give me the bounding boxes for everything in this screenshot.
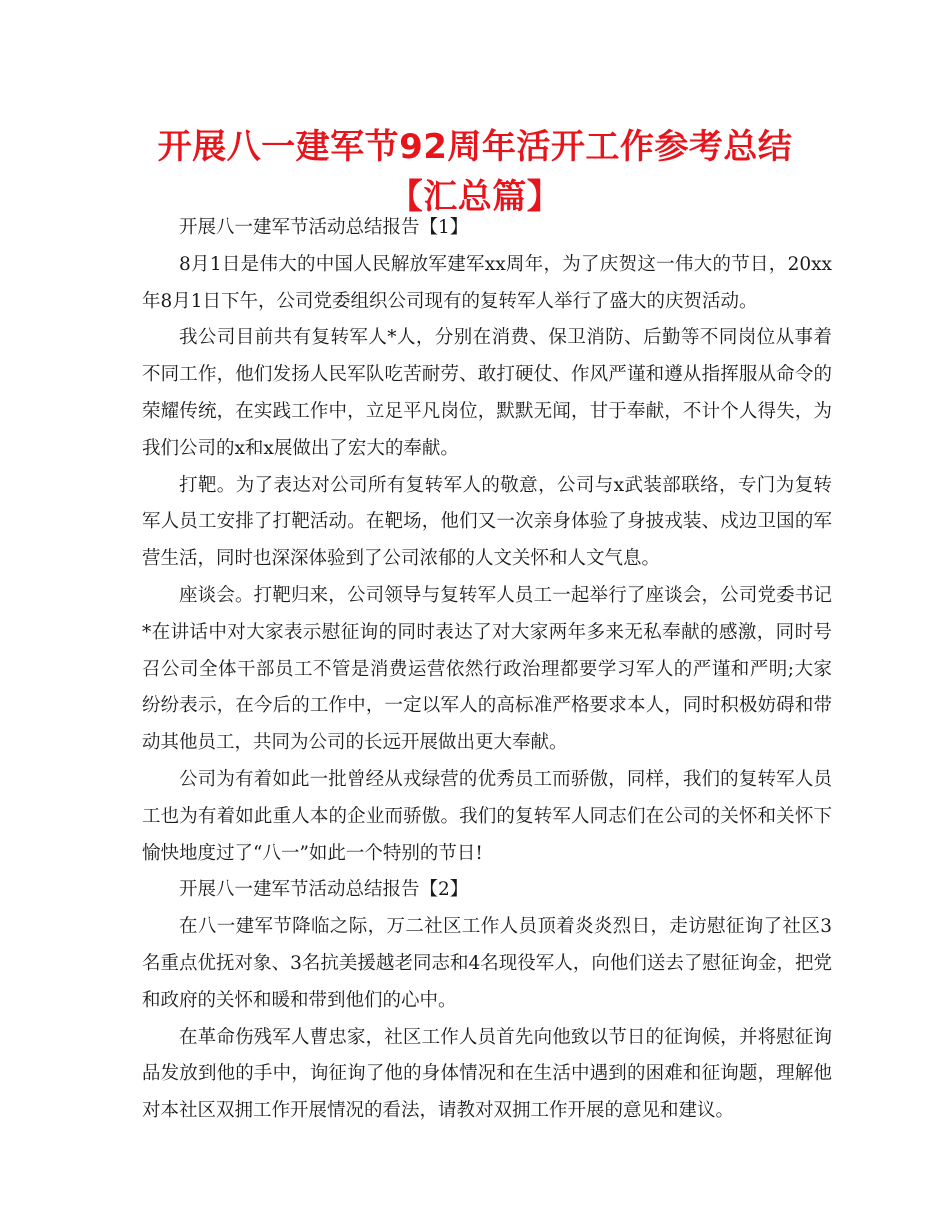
paragraph: 在八一建军节降临之际，万二社区工作人员顶着炎炎烈日，走访慰征询了社区3名重点优抚对象、3名抗美援越老同志和4名现役军人，向他们送去了慰征询金，把党和政府的关怀和暖和带到他们的心中。 <box>142 916 832 1011</box>
paragraph: 8月1日是伟大的中国人民解放军建军xx周年，为了庆贺这一伟大的节日，20xx年8月1日下午，公司党委组织公司现有的复转军人举行了盛大的庆贺活动。 <box>142 253 832 312</box>
document-title: 开展八一建军节92周年活开工作参考总结【汇总篇】 <box>157 127 793 217</box>
paragraph: 我公司目前共有复转军人*人，分别在消费、保卫消防、后勤等不同岗位从事着不同工作，他们发扬人民军队吃苦耐劳、敢打硬仗、作风严谨和遵从指挥服从命令的荣耀传统，在实践工作中，立足平凡岗位，默默无闻，甘于奉献，不计个人得失，为我们公司的x和x展做出了宏大的奉献。 <box>142 327 832 459</box>
document-body <box>142 210 832 1130</box>
paragraph: 在革命伤残军人曹忠家，社区工作人员首先向他致以节日的征询候，并将慰征询品发放到他的手中，询征询了他的身体情况和在生活中遇到的困难和征询题，理解他对本社区双拥工作开展情况的看法，请教对双拥工作开展的意见和建议。 <box>142 1026 832 1122</box>
section-heading-2: 开展八一建军节活动总结报告【2】 <box>179 879 469 901</box>
section-heading-1: 开展八一建军节活动总结报告【1】 <box>179 217 469 238</box>
paragraph: 打靶。为了表达对公司所有复转军人的敬意，公司与x武装部联络，专门为复转军人员工安排了打靶活动。在靶场，他们又一次亲身体验了身披戎装、戍边卫国的军营生活，同时也深深体验到了公司浓郁的人文关怀和人文气息。 <box>142 474 832 570</box>
paragraph: 座谈会。打靶归来，公司领导与复转军人员工一起举行了座谈会，公司党委书记*在讲话中对大家表示慰征询的同时表达了对大家两年多来无私奉献的感激，同时号召公司全体干部员工不管是消费运营依然行政治理都要学习军人的严谨和严明;大家纷纷表示，在今后的工作中，一定以军人的高标准严格要求本人，同时积极妨碍和带动其他员工，共同为公司的长远开展做出更大奉献。 <box>142 584 832 754</box>
paragraph: 公司为有着如此一批曾经从戎绿营的优秀员工而骄傲，同样，我们的复转军人员工也为有着如此重人本的企业而骄傲。我们的复转军人同志们在公司的关怀和关怀下愉快地度过了“八一”如此一个特别的节日! <box>142 768 832 864</box>
